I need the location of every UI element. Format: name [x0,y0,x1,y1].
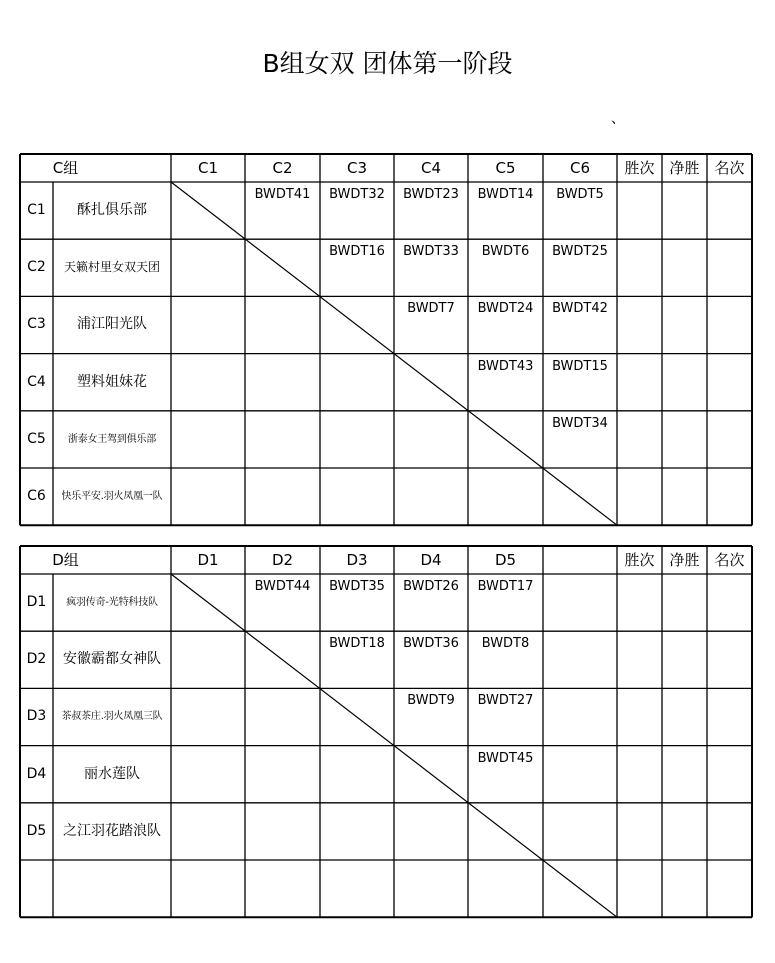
row-id: D5 [26,822,47,839]
team-name [53,860,171,917]
column-header: C6 [569,159,591,177]
column-header: D4 [420,551,442,569]
team-name: 浙泰女王驾到俱乐部 [67,433,157,445]
row-id: C6 [27,488,46,504]
match-code: BWDT6 [481,244,530,260]
match-code: BWDT7 [407,301,455,317]
team-name: 快乐平安.羽火凤凰一队 [61,491,163,502]
match-code: BWDT15 [552,358,608,374]
row-id: D1 [26,594,47,610]
row-id: C1 [27,202,46,218]
column-header: 名次 [714,159,745,177]
match-code: BWDT43 [477,358,534,374]
row-id: D4 [26,765,47,782]
group-name: D组 [52,551,79,569]
match-code: BWDT24 [477,301,534,317]
match-code: BWDT23 [403,187,459,202]
match-code: BWDT35 [329,579,385,594]
column-header: 净胜 [669,159,700,177]
match-code: BWDT25 [552,244,608,260]
column-header: C4 [420,159,442,177]
team-name: 丽水莲队 [84,765,140,782]
column-header: C2 [272,159,293,177]
column-header: D5 [494,551,517,569]
match-code: BWDT41 [254,187,311,202]
row-id: C3 [27,316,46,333]
row-id [20,860,53,917]
match-code: BWDT45 [477,750,534,766]
team-name: 之江羽花踏浪队 [63,822,161,839]
column-header [543,546,617,574]
column-header: D2 [271,551,294,569]
match-code: BWDT42 [552,301,608,317]
row-id: C5 [27,430,46,447]
match-code: BWDT44 [254,579,311,594]
column-header: C1 [197,159,219,177]
match-code: BWDT18 [329,636,385,652]
column-header: 胜次 [624,551,655,569]
column-header: D1 [197,551,219,569]
match-code: BWDT9 [407,693,455,709]
team-name: 浦江阳光队 [77,316,147,333]
row-id: D3 [26,708,47,725]
match-code: BWDT26 [403,579,459,594]
match-code: BWDT5 [556,187,604,202]
row-id: C4 [27,373,46,390]
column-header: 胜次 [624,159,655,177]
column-header: 净胜 [669,551,700,569]
page-title: B组女双 团体第一阶段 [262,49,513,78]
row-id: C2 [27,259,46,276]
row-id: D2 [26,651,47,668]
match-code: BWDT34 [552,415,608,431]
match-code: BWDT33 [403,244,459,260]
match-code: BWDT8 [481,636,530,652]
team-name: 安徽霸都女神队 [63,651,161,668]
team-name: 塑料姐妹花 [77,373,147,390]
column-header: C5 [495,159,516,177]
match-code: BWDT36 [403,636,459,652]
column-header: 名次 [714,551,745,569]
match-code: BWDT16 [329,244,385,260]
match-code: BWDT27 [477,693,534,709]
match-code: BWDT17 [477,579,534,594]
team-name: 酥扎俱乐部 [77,202,147,218]
match-code: BWDT14 [477,187,534,202]
column-header: D3 [346,551,368,569]
column-header: C3 [346,159,368,177]
team-name: 茶叔茶庄.羽火凤凰三队 [61,711,163,723]
group-name: C组 [52,159,79,177]
team-name: 疯羽传奇-光特科技队 [66,597,158,608]
stray-mark: 、 [611,111,625,127]
match-code: BWDT32 [329,187,385,202]
team-name: 天籁村里女双天团 [63,260,160,275]
